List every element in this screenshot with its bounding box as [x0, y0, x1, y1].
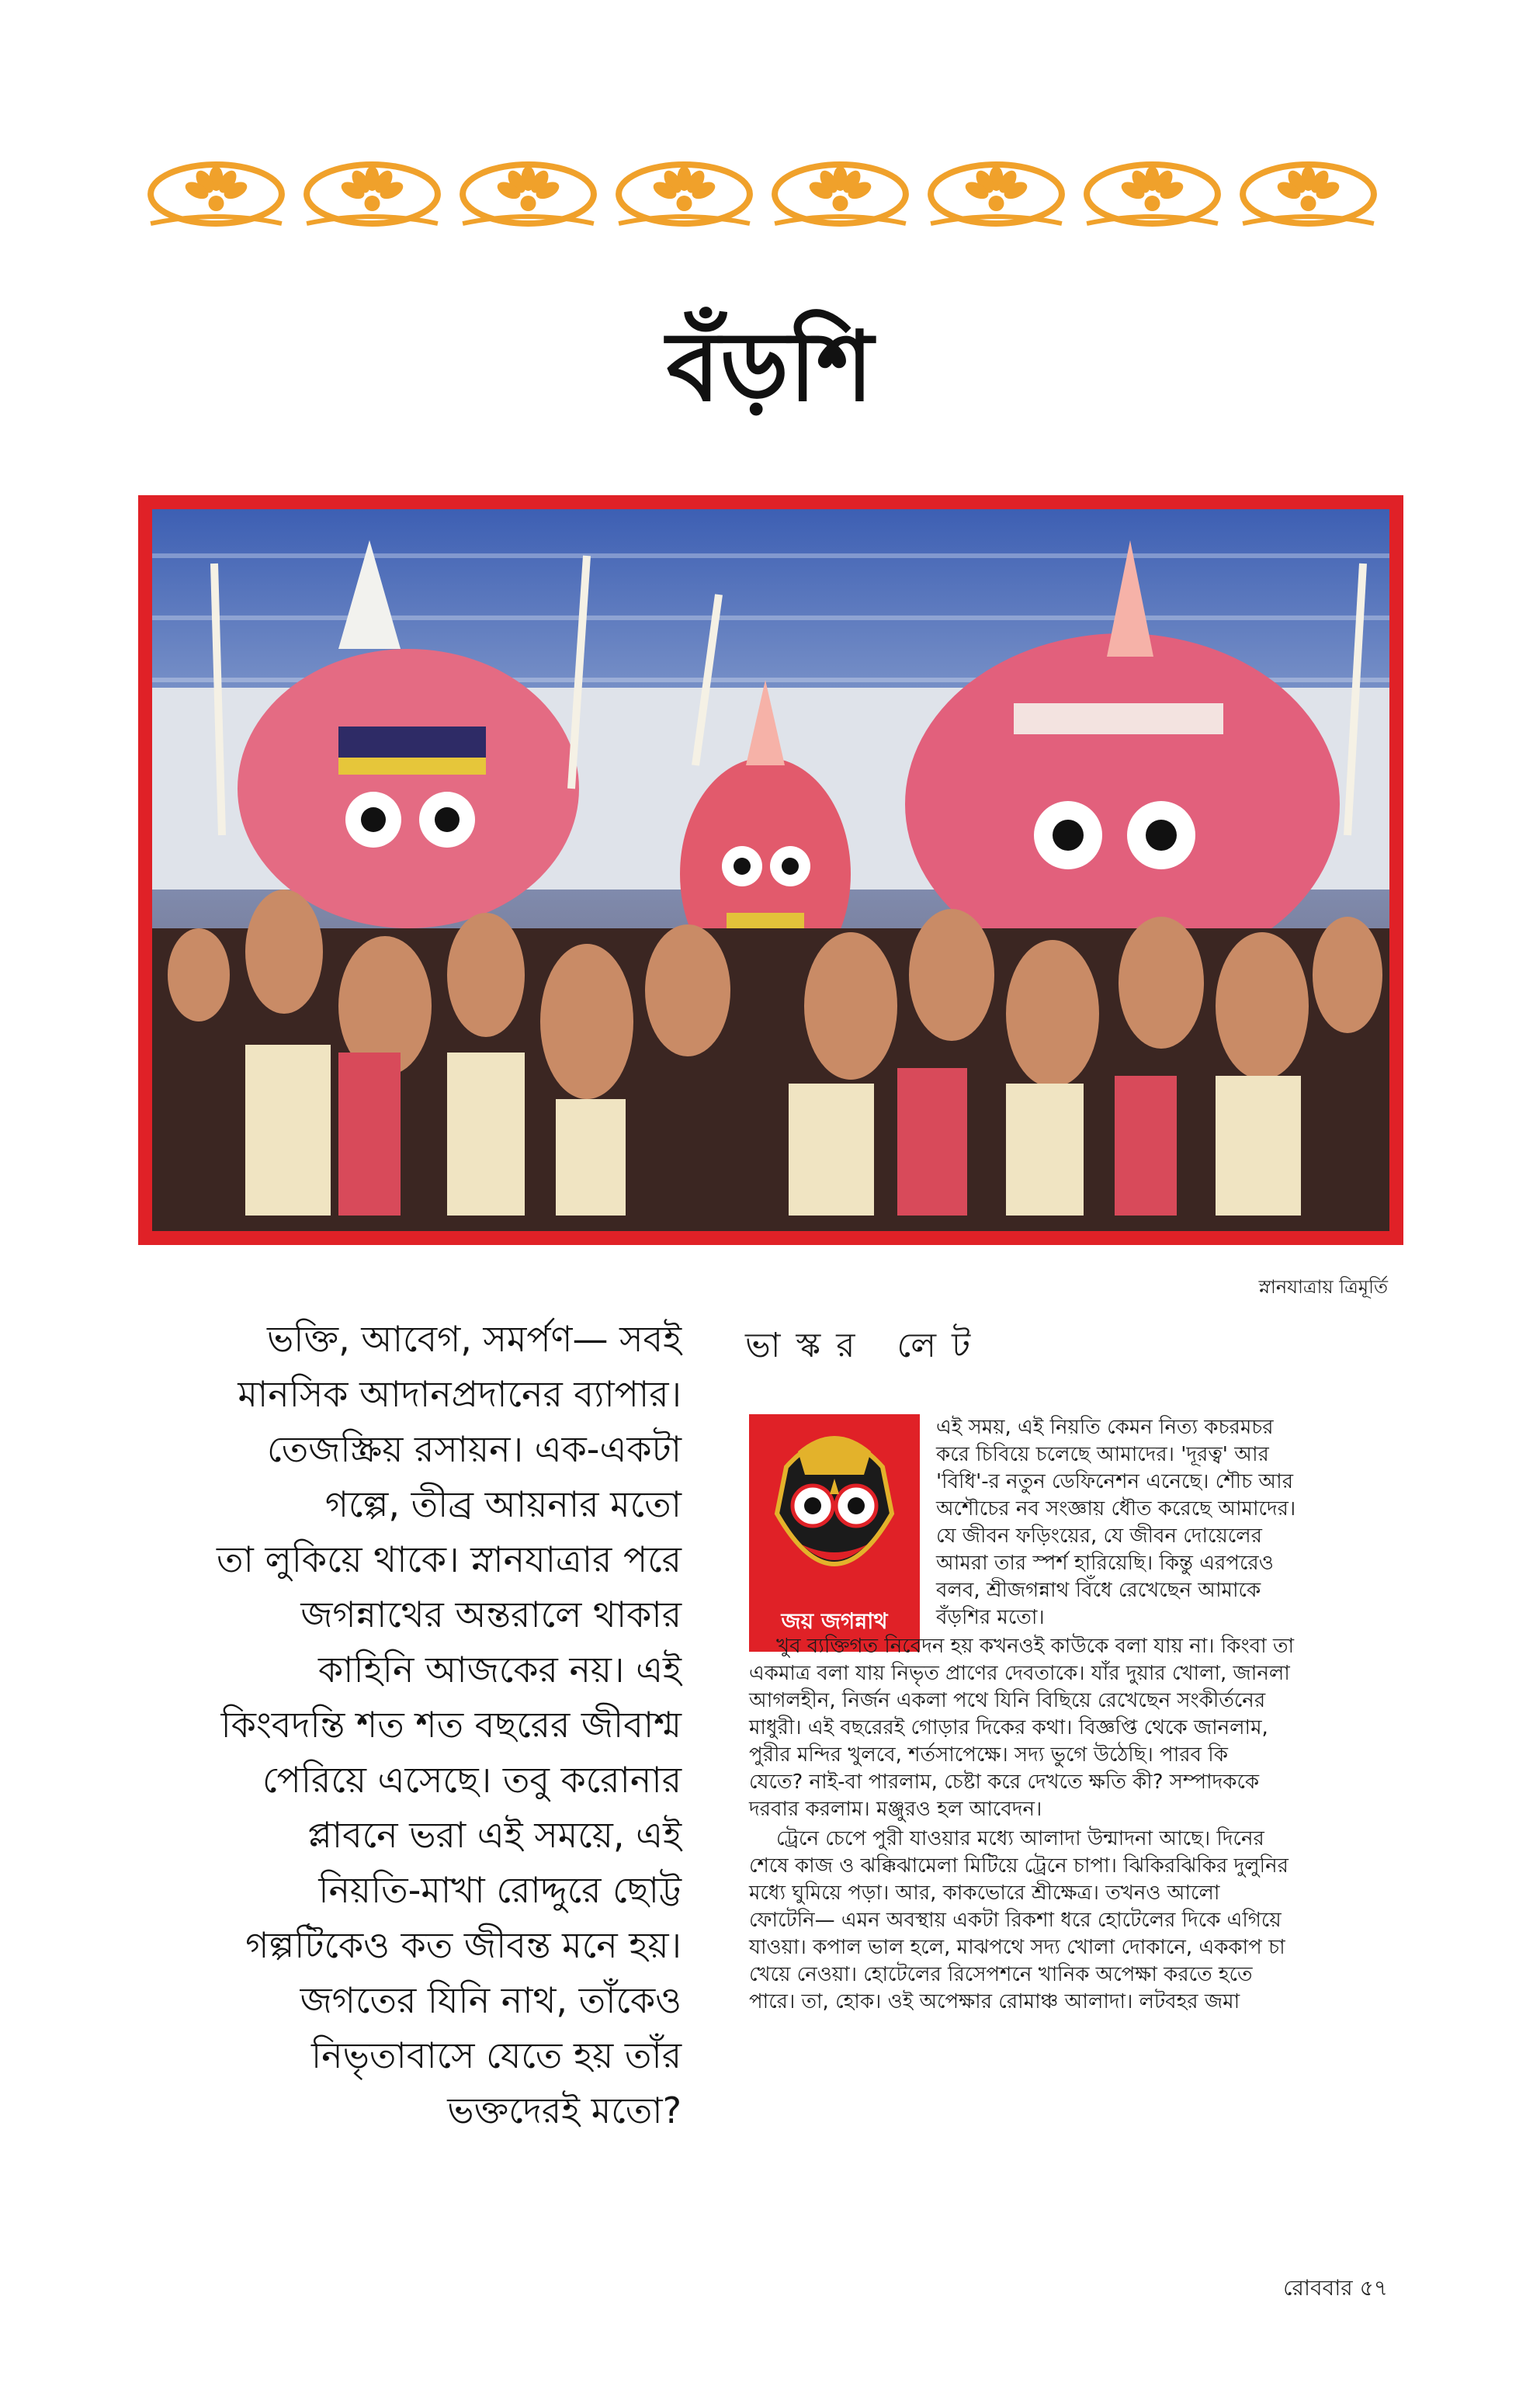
pull-quote-line: ভক্তি, আবেগ, সমর্পণ— সবই	[266, 1318, 682, 1360]
body-line: বঁড়শির মতো।	[936, 1606, 1045, 1629]
pull-quote-line: কাহিনি আজকের নয়। এই	[317, 1649, 682, 1691]
body-line: যাওয়া। কপাল ভাল হলে, মাঝপথে সদ্য খোলা দোকানে, এককাপ চা	[749, 1936, 1285, 1959]
body-line: পারে। তা, হোক। ওই অপেক্ষার রোমাঞ্চ আলাদা। লটবহর জমা	[749, 1990, 1240, 2013]
body-line: খেয়ে নেওয়া। হোটেলের রিসেপশনে খানিক অপেক্ষা করতে হতে	[749, 1963, 1253, 1986]
body-line: মধ্যে ঘুমিয়ে পড়া। আর, কাকভোরে শ্রীক্ষেত্র। তখনও আলো	[749, 1881, 1220, 1905]
page-folio: রোববার ৫৭	[1283, 2275, 1388, 2301]
pull-quote-line: জগন্নাথের অন্তরালে থাকার	[300, 1594, 682, 1635]
body-line: শেষে কাজ ও ঝক্কিঝামেলা মিটিয়ে ট্রেনে চাপা। ঝিকিরঝিকির দুলুনির	[749, 1854, 1289, 1878]
pull-quote-line: প্লাবনে ভরা এই সময়ে, এই	[307, 1814, 682, 1856]
inset-label: জয় জগন্নাথ	[781, 1608, 888, 1634]
pull-quote-line: পেরিয়ে এসেছে। তবু করোনার	[262, 1759, 682, 1801]
photo-caption: স্নানযাত্রায় ত্রিমূর্তি	[1258, 1276, 1388, 1298]
body-line: একমাত্র বলা যায় নিভৃত প্রাণের দেবতাকে। যাঁর দুয়ার খোলা, জানলা	[749, 1662, 1290, 1685]
body-line: খুব ব্যক্তিগত নিবেদন হয় কখনওই কাউকে বলা যায় না। কিংবা তা	[776, 1635, 1294, 1658]
pull-quote-line: জগতের যিনি নাথ, তাঁকেও	[300, 1979, 682, 2021]
pull-quote-line: গল্পটিকেও কত জীবন্ত মনে হয়।	[245, 1924, 682, 1966]
body-line: দরবার করলাম। মঞ্জুরও হল আবেদন।	[749, 1798, 1042, 1821]
body-line: বলব, শ্রীজগন্নাথ বিঁধে রেখেছেন আমাকে	[936, 1579, 1261, 1602]
author-byline: ভাস্কর লেট	[745, 1326, 987, 1365]
body-line: যে জীবন ফড়িংয়ের, যে জীবন দোয়েলের	[936, 1524, 1262, 1548]
pull-quote-line: তা লুকিয়ে থাকে। স্নানযাত্রার পরে	[216, 1538, 682, 1580]
body-line: মাধুরী। এই বছরেরই গোড়ার দিকের কথা। বিজ্ঞপ্তি থেকে জানলাম,	[749, 1716, 1268, 1739]
body-line: 'বিধি'-র নতুন ডেফিনেশন এনেছে। শৌচ আর	[936, 1470, 1294, 1493]
pull-quote-line: মানসিক আদানপ্রদানের ব্যাপার।	[238, 1373, 682, 1415]
article-title: বঁড়শি	[666, 311, 874, 423]
body-line: আমরা তার স্পর্শ হারিয়েছি। কিন্তু এরপরেও	[936, 1552, 1274, 1575]
body-line: অশৌচের নব সংজ্ঞায় ধৌত করেছে আমাদের।	[936, 1497, 1296, 1521]
pull-quote-line: গল্পে, তীব্র আয়নার মতো	[324, 1483, 682, 1525]
body-line: এই সময়, এই নিয়তি কেমন নিত্য কচরমচর	[936, 1416, 1274, 1439]
body-line: যেতে? নাই-বা পারলাম, চেষ্টা করে দেখতে ক্ষতি কী? সম্পাদককে	[749, 1770, 1260, 1794]
pull-quote-line: তেজস্ক্রিয় রসায়ন। এক-একটা	[267, 1428, 682, 1470]
body-line: ট্রেনে চেপে পুরী যাওয়ার মধ্যে আলাদা উন্মাদনা আছে। দিনের	[776, 1827, 1264, 1850]
pull-quote-line: নিয়তি-মাখা রোদ্দুরে ছোট্ট	[318, 1869, 682, 1911]
body-line: আগলহীন, নির্জন একলা পথে যিনি বিছিয়ে রেখেছেন সংকীর্তনের	[749, 1689, 1266, 1712]
pull-quote-line: ভক্তদেরই মতো?	[447, 2090, 682, 2131]
body-line: ফোটেনি— এমন অবস্থায় একটা রিকশা ধরে হোটেলের দিকে এগিয়ে	[749, 1909, 1282, 1932]
pull-quote-line: নিভৃতাবাসে যেতে হয় তাঁর	[310, 2034, 682, 2076]
body-line: করে চিবিয়ে চলেছে আমাদের। 'দূরত্ব' আর	[936, 1443, 1269, 1466]
pull-quote-line: কিংবদন্তি শত শত বছরের জীবাশ্ম	[220, 1704, 682, 1746]
body-line: পুরীর মন্দির খুলবে, শর্তসাপেক্ষে। সদ্য ভুগে উঠেছি। পারব কি	[749, 1743, 1228, 1767]
